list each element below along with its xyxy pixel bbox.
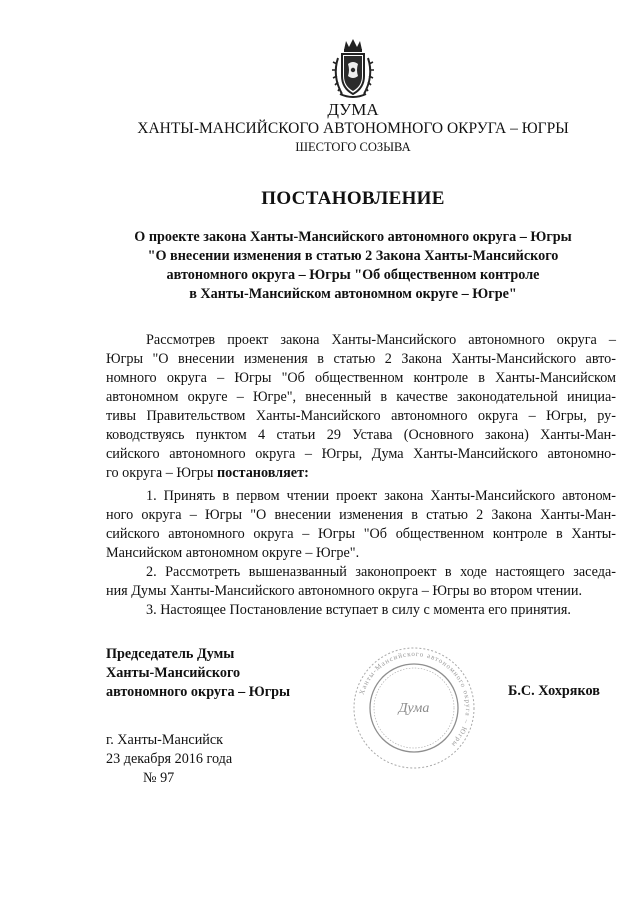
body-line: номного округа – Югры "Об общественном контроле в Ханты-Мансийском xyxy=(106,370,616,386)
subject-line: О проекте закона Ханты-Мансийского автономного округа – Югры xyxy=(134,229,572,245)
document-subject xyxy=(100,228,606,304)
document-number: № 97 xyxy=(143,770,175,786)
body-line: сийского автономного округа – Югры, Дума Ханты-Мансийского автономно- xyxy=(106,446,616,462)
body-line: тивы Правительством Ханты-Мансийского автономного округа – Югры, ру- xyxy=(106,408,616,424)
item-line: ного округа – Югры "О внесении изменения в статью 2 Закона Ханты-Ман- xyxy=(106,507,616,523)
subject-line: в Ханты-Мансийском автономном округе – Югре" xyxy=(189,286,517,302)
resolution-items xyxy=(106,487,616,620)
signatory-title-line: автономного округа – Югры xyxy=(106,684,291,700)
coat-of-arms-icon xyxy=(328,36,378,102)
signatory-title-line: Председатель Думы xyxy=(106,646,235,662)
item-line: 2. Рассмотреть вышеназванный законопроект в ходе настоящего заседа- xyxy=(146,564,616,580)
item-line: Мансийском автономном округе – Югре". xyxy=(106,545,360,561)
body-line: Рассмотрев проект закона Ханты-Мансийского автономного округа – xyxy=(146,332,616,348)
header-region: ХАНТЫ-МАНСИЙСКОГО АВТОНОМНОГО ОКРУГА – ЮГРЫ xyxy=(137,120,569,137)
place: г. Ханты-Мансийск xyxy=(106,732,224,748)
body-line: автономном округе – Югре", внесенный в качестве законодательной инициа- xyxy=(106,389,616,405)
date: 23 декабря 2016 года xyxy=(106,751,233,767)
header-convocation: ШЕСТОГО СОЗЫВА xyxy=(295,140,411,154)
seal-ring-text: Ханты-Мансийского автономного округа – Югры xyxy=(357,649,473,749)
item-line: сийского автономного округа – Югры "Об общественном контроле в Ханты- xyxy=(106,526,616,542)
signatory-name: Б.С. Хохряков xyxy=(508,683,600,699)
official-seal xyxy=(352,646,476,770)
resolve-word: постановляет: xyxy=(216,465,309,481)
signatory-title-line: Ханты-Мансийского xyxy=(106,665,241,681)
subject-line: автономного округа – Югры "Об общественном контроле xyxy=(166,267,540,283)
header-org: ДУМА xyxy=(327,100,379,119)
body-line-last xyxy=(106,464,616,483)
document-type-title: ПОСТАНОВЛЕНИЕ xyxy=(261,188,445,209)
body-line: Югры "О внесении изменения в статью 2 Закона Ханты-Мансийского авто- xyxy=(106,351,616,367)
body-line: ководствуясь пунктом 4 статьи 29 Устава (Основного закона) Ханты-Ман- xyxy=(106,427,616,443)
subject-line: "О внесении изменения в статью 2 Закона Ханты-Мансийского xyxy=(147,248,559,264)
svg-text:Ханты-Мансийского автономного xyxy=(358,650,472,749)
preamble-paragraph xyxy=(106,331,616,483)
seal-text: Дума xyxy=(398,701,430,716)
item-line: 1. Принять в первом чтении проект закона Ханты-Мансийского автоном- xyxy=(146,488,616,504)
item-line: 3. Настоящее Постановление вступает в силу с момента его принятия. xyxy=(146,602,571,618)
place-date-number xyxy=(106,731,232,788)
body-text: го округа – Югры xyxy=(106,465,217,481)
signatory-title xyxy=(106,645,290,702)
item-line: ния Думы Ханты-Мансийского автономного округа – Югры во втором чтении. xyxy=(106,583,583,599)
